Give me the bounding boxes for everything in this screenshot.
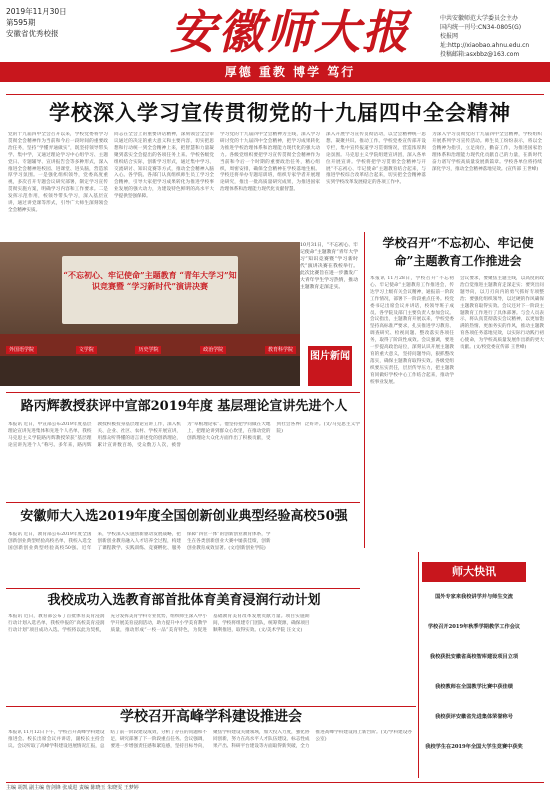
lead-col-1: 党的十九届四中全会召开以来，学校党委将学习贯彻全会精神作为当前和今后一段时间的重要政治任务，坚持“学懂弄通做实”，既坚持领导带头学、集中学，又通过理论学习中心组学习、主题党日、专题辅导、宣讲报告会等多种形式，深入推进全会精神进校园、进课堂、进头脑，营造浓厚学习氛围。一是强化组织领导，党委高度重视，多次召开专题会议研究部署，制定学习宣传贯彻实施方案，明确学习内容和工作要求。二是发挥示范作用，校领导带头学习，深入基层宣讲，通过讲党课等形式，引导广大师生深刻领会全会精神实质。 [8, 132, 108, 213]
column-divider [364, 232, 365, 548]
editorial-credits: 主编 胡凯 副主编 詹剑锋 张成进 责编 陈晓玉 朱晓雯 王梦婷 [6, 785, 139, 791]
lead-headline: 学校深入学习宣传贯彻党的十九届四中全会精神 [49, 100, 511, 125]
fourth-headline: 安徽师大入选2019年度全国创新创业典型经验高校50强 [20, 509, 348, 524]
publisher-info [440, 14, 546, 59]
email-link[interactable]: 投稿邮箱:asxbbz@163.com [440, 51, 520, 58]
fifth-headline: 我校成功入选教育部首批体育美育浸润行动计划 [47, 593, 321, 608]
school-motto: 厚德 重教 博学 笃行 [224, 65, 356, 79]
lead-col-5: 为深入学习贯彻党的十九届四中全会精神，学校组织开展系列学习宣传活动。师生员工纷纷表示，将以全会精神为指引，立足岗位，勤奋工作，为推进国家治理体系和治理能力现代化贡献自己的力量，在新时代奋力谱写学校高质量发展新篇章。学校各单位将持续深化学习，推动全会精神落地见效。(宣传部 王世峰) [432, 132, 542, 172]
photo-sign: 文学院 [76, 346, 97, 354]
fourth-body: 本报讯 近日，教育部公布2019年度全国创新创业典型经验高校名单，我校入选全国创新创业典型经验高校50强。近年来，学校深入实施创新驱动发展战略，把创新创业教育融入人才培养全过程，构建了课程教学、实践训练、竞赛孵化、服务保障“四位一体”的创新创业教育体系，学生在各类创新创业大赛中屡获佳绩，创新创业教育成效显著。(文/创新创业学院) [8, 532, 271, 551]
brief-item: 我校学生在2019年全国大学生竞赛中获奖 [425, 744, 523, 750]
masthead-info [6, 6, 86, 39]
third-headline: 路丙辉教授获评中宣部2019年度 基层理论宣讲先进个人 [20, 399, 348, 414]
brief-item: 我校教师在全国教学比赛中获佳绩 [435, 684, 513, 690]
sixth-headline: 学校召开高峰学科建设推进会 [120, 709, 302, 725]
photo-banner-text: “不忘初心、牢记使命”主题教育 “青年大学习”知识竞赛暨 “学习新时代”演讲决赛 [63, 270, 237, 291]
cn-number: 国内统一刊号:CN34-0805(G) [440, 24, 522, 31]
divider [6, 502, 360, 503]
photo-sign: 历史学院 [135, 346, 161, 354]
newspaper-title: 安徽师大报 [170, 5, 410, 59]
lead-col-3: 学习党的十九届四中全会精神为主线，深入学习研讨党的十九届四中全会精神，把学习成果转化为推进学校治理体系和治理能力现代化的强大动力。各级党组织要把学习宣传贯彻全会精神作为当前和今后一个时期的重要政治任务，精心组织，周密安排，确保全会精神在学校落地生根。学校还将举办专题培训班，组织专家学者开展理论研究，推出一批高质量研究成果，为推进国家治理体系和治理能力现代化贡献智慧。 [220, 132, 320, 193]
brief-item: 学校召开2019年秋季学期教学工作会议 [427, 624, 521, 630]
photo-signs [6, 346, 296, 354]
divider [6, 782, 544, 783]
award-label: 安徽省优秀校报 [6, 29, 59, 38]
lead-col-2: 同志在全会上的重要讲话精神，深刻领会全会审议通过的决定的重大意义和主要内容，切实把思想和行动统一到全会精神上来，把智慧和力量凝聚到落实全会提出的各项任务上来。学校各级党组织结合实际，创新学习形式，通过集中学习、交流研讨、知识竞赛等方式，推动全会精神入脑入心。各学院、各部门认真组织师生员工学习全会精神，引导大家把学习成果转化为推进学校事业发展的强大动力，为建设特色鲜明的高水平大学提供坚强保障。 [114, 132, 214, 200]
fifth-body: 本报讯 近日，教育部公布了首批体育美育浸润行动计划入选名单，我校申报的“高校美育浸润行动计划”项目成功入选。学校将以此为契机，充分发挥美育学科专业优势，组织师生深入中小学开展美育浸润活动，助力提升中小学美育教学质量，推动形成“一校一品”美育特色，为促进基础教育美育改革发展贡献力量。项目实施期间，学校将组建专门团队，统筹资源，确保项目顺利推进，取得实效。(文/美术学院 汪文文) [8, 614, 310, 633]
photo-sign: 教育科学院 [265, 346, 296, 354]
issue-date: 2019年11月30日 [6, 7, 67, 16]
photo-news-tag: 图片新闻 [308, 346, 352, 386]
divider [6, 392, 360, 393]
website-link[interactable]: 校报网址:http://xiaobao.ahnu.edu.cn [440, 33, 530, 49]
divider [6, 588, 360, 589]
brief-item: 我校获评安徽省先进集体荣誉称号 [435, 714, 513, 720]
lead-col-4: 深入开展学习宣传贯彻活动，以全会精神统一思想、凝聚共识、推动工作。学校党委宣传部开设专栏，集中宣传报道学习贯彻情况，营造浓厚舆论氛围。马克思主义学院组建宣讲团，深入各单位开展宣讲。学校将把学习贯彻全会精神与开展“不忘初心、牢记使命”主题教育结合起来，与推进学校综合改革结合起来，切实把全会精神落实到学校改革发展稳定的各项工作中。 [326, 132, 426, 186]
masthead [0, 0, 550, 82]
photo-sign: 政治学院 [200, 346, 226, 354]
brief-item: 我校获批安徽省高校智库建设项目立项 [429, 654, 519, 660]
news-photo [0, 242, 300, 386]
brief-item: 国外专家来我校讲学并与师生交流 [435, 594, 513, 600]
second-col-2: 会议要求，要聚焦主题主线，以高度的政治自觉推进主题教育走深走实；要突出问题导向，以刀刃向内的勇气抓好专项整治；要强化组织领导，以过硬的作风确保主题教育取得实效。会议还对下一阶段主题教育工作进行了具体部署。与会人员表示，将认真贯彻落实会议精神，以更加饱满的热情、更加务实的作风，推动主题教育各项任务落地见效，以实际行动践行初心使命，为学校高质量发展作出新的更大贡献。(文/校党委宣传部 王世峰) [460, 276, 544, 351]
photo-table [0, 356, 300, 386]
photo-caption: 10月31日，“不忘初心、牢记使命”主题教育“青年大学习”知识竞赛暨“学习新时代”演讲决赛在我校举行。此次比赛旨在进一步激发广大青年学生学习热情，推动主题教育走深走实。 [300, 243, 358, 290]
third-body: 本报讯 近日，中宣部公布2019年度基层理论宣讲先进集体和先进个人名单，我校马克思主义学院路丙辉教授荣获“基层理论宣讲先进个人”称号。多年来，路丙辉教授积极投身基层理论宣讲工作，深入机关、企业、社区、农村、学校开展宣讲，用群众听得懂的语言讲述党的创新理论，累计宣讲数百场，受众数万人次，被誉为“草根理论家”。他坚持把学问做在大地上，把理论讲到群众心坎里，在推动党的创新理论大众化方面作出了积极贡献，受到社会各界广泛好评。(文/马克思主义学院) [8, 422, 360, 448]
publisher: 中共安徽师范大学委员会主办 [440, 15, 519, 22]
photo-sign: 外国语学院 [6, 346, 37, 354]
divider [6, 706, 416, 707]
column-divider [418, 552, 419, 778]
second-col-1: 本报讯 11月28日，学校召开“不忘初心、牢记使命”主题教育工作推进会，传达学习上级有关会议精神，通报前一阶段工作情况，部署下一阶段重点任务。校党委书记出席会议并讲话，校领导班子成员、各学院及部门主要负责人参加会议。会议指出，主题教育开展以来，学校党委坚持高标准严要求，扎实推进学习教育、调查研究、检视问题、整改落实各项任务，取得了阶段性成效。会议强调，要进一步提高政治站位，深刻认识开展主题教育的重大意义，坚持问题导向，狠抓整改落实，确保主题教育取得实效。各级党组织要压实责任，层层传导压力，把主题教育同做好学校中心工作结合起来，推动学校事业发展。 [370, 276, 454, 385]
second-headline: 学校召开“不忘初心、牢记使命”主题教育工作推进会 [382, 236, 534, 268]
divider [6, 94, 544, 95]
issue-number: 第595期 [6, 18, 36, 27]
briefs-tab: 师大快讯 [422, 562, 526, 582]
sixth-body: 本报讯 11月12日下午，学校召开高峰学科建设推进会。校长出席会议并讲话，副校长主持会议。会议听取了高峰学科建设进展情况汇报，总结了前一阶段建设成效，分析了存在的问题和不足，研究部署了下一阶段重点任务。会议强调，要进一步增强责任感和紧迫感，坚持目标导向，聚焦学科建设关键领域，加大投入力度，强化协同创新，努力在高水平人才队伍建设、标志性成果产出、科研平台建设等方面取得新突破，全力推进高峰学科建设再上新台阶。(文/学科建设办公室) [8, 730, 412, 749]
